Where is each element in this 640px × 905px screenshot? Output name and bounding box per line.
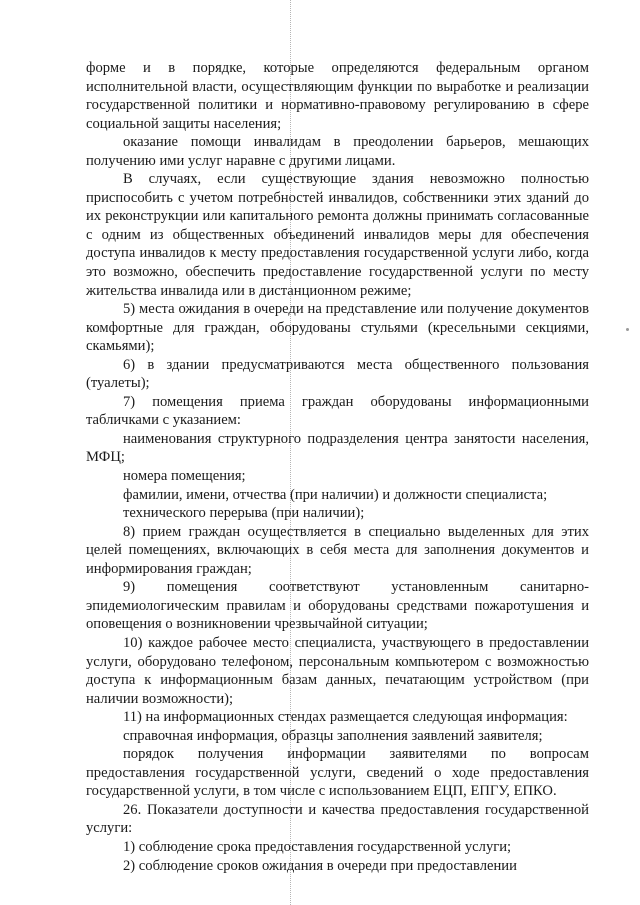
paragraph: 8) прием граждан осуществляется в специально выделенных для этих целей помещениях, включающих в себя места для заполнения документов и информирования граждан; <box>86 523 589 577</box>
paragraph: оказание помощи инвалидам в преодолении барьеров, мешающих получению ими услуг наравне с другими лицами. <box>86 134 589 169</box>
paragraph: наименования структурного подразделения центра занятости населения, МФЦ; <box>86 430 589 466</box>
paragraph: фамилии, имени, отчества (при наличии) и должности специалиста; <box>123 486 548 503</box>
paragraph: 6) в здании предусматриваются места общественного пользования (туалеты); <box>86 356 589 392</box>
paragraph: 10) каждое рабочее место специалиста, участвующего в предоставлении услуги, оборудовано телефоном, персональным компьютером с возможностью доступа к информационным базам данных, печатающим устройством (при наличии возможности); <box>86 634 589 707</box>
paragraph: номера помещения; <box>123 468 246 485</box>
paragraph: 2) соблюдение сроков ожидания в очереди при предоставлении <box>123 857 517 874</box>
paragraph: порядок получения информации заявителями по вопросам предоставления государственной услуги, сведений о ходе предоставления государственной услуги, в том числе с использованием ЕЦП, ЕПГУ, ЕПКО. <box>86 746 589 800</box>
paragraph: 9) помещения соответствуют установленным санитарно-эпидемиологическим правилам и оборудованы средствами пожаротушения и оповещения о возникновении чрезвычайной ситуации; <box>86 579 589 633</box>
paragraph: 11) на информационных стендах размещается следующая информация: <box>123 709 568 726</box>
paragraph: форме и в порядке, которые определяются федеральным органом исполнительной власти, осуществляющим функции по выработке и реализации государственной политики и нормативно-правовому регулированию в сфере социальной защиты населения; <box>86 60 589 132</box>
document-body <box>86 59 589 875</box>
paragraph: справочная информация, образцы заполнения заявлений заявителя; <box>123 727 543 744</box>
paragraph: 1) соблюдение срока предоставления государственной услуги; <box>123 838 512 855</box>
scan-dot <box>626 328 629 331</box>
paragraph: В случаях, если существующие здания невозможно полностью приспособить с учетом потребностей инвалидов, собственники этих зданий до их реконструкции или капитального ремонта должны принимать согласованные с одним из общественных объединений инвалидов меры для обеспечения доступа инвалидов к месту предоставления государственной услуги либо, когда это возможно, обеспечить предоставление государственной услуги по месту жительства инвалида или в дистанционном режиме; <box>86 171 589 299</box>
paragraph: 7) помещения приема граждан оборудованы информационными табличками с указанием: <box>86 393 589 429</box>
paragraph: технического перерыва (при наличии); <box>123 505 365 522</box>
paragraph: 5) места ожидания в очереди на представление или получение документов комфортные для граждан, оборудованы стульями (кресельными секциями, скамьями); <box>86 301 589 355</box>
paragraph: 26. Показатели доступности и качества предоставления государственной услуги: <box>86 801 589 837</box>
